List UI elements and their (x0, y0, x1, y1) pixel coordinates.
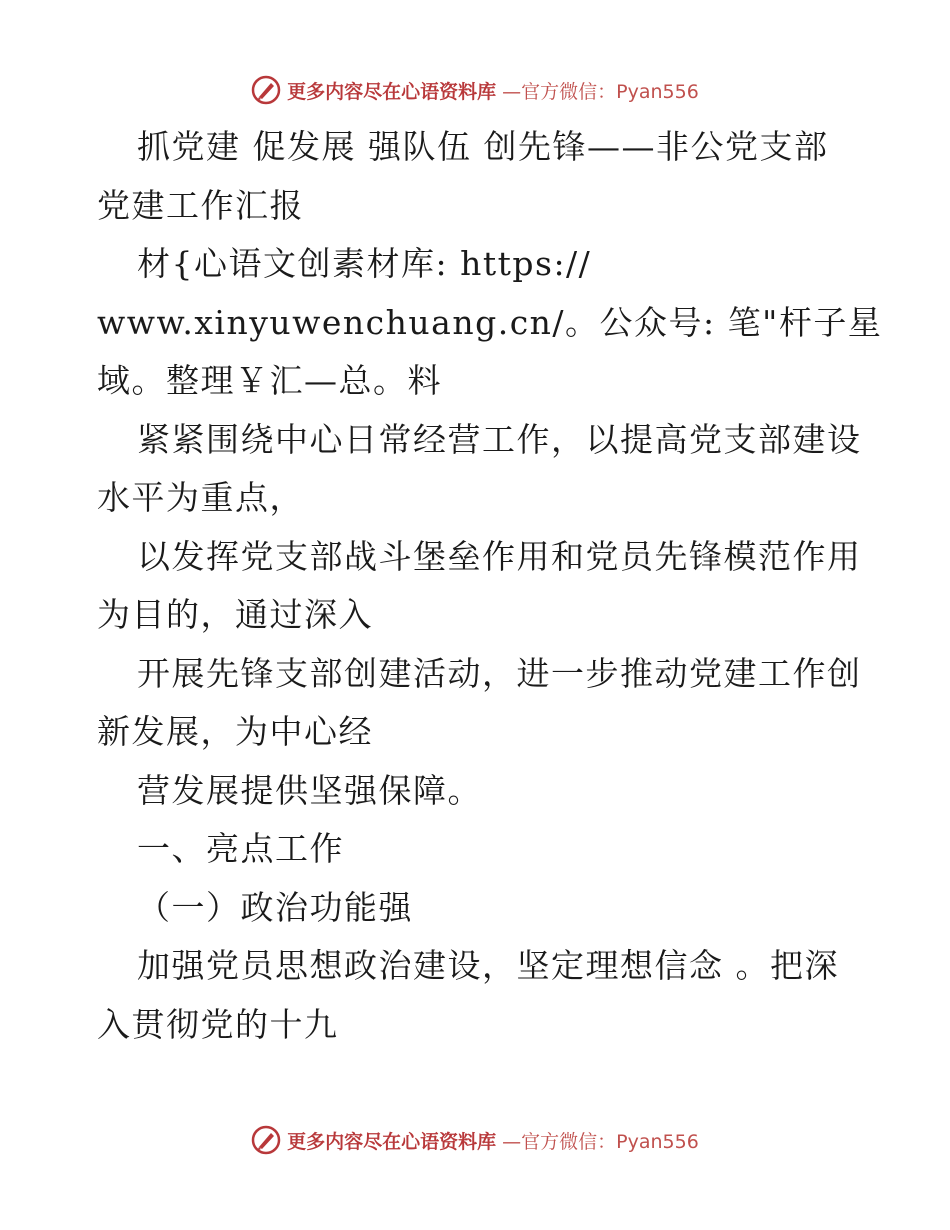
document-line: www.xinyuwenchuang.cn/。公众号: 笔"杆子星 (97, 302, 883, 342)
document-line: 加强党员思想政治建设，坚定理想信念 。把深 (137, 946, 839, 985)
quill-pen-logo-icon (251, 1125, 281, 1155)
document-line: 材{心语文创素材库: https:// (137, 244, 592, 283)
footer-watermark (0, 1120, 950, 1160)
watermark-sub-text: —官方微信：Pyan556 (502, 80, 699, 103)
document-line: 开展先锋支部创建活动，进一步推动党建工作创 (137, 653, 862, 693)
document-line: 为目的，通过深入 (97, 595, 373, 634)
document-line: （一）政治功能强 (137, 887, 413, 927)
document-body (97, 118, 883, 1054)
document-line: 一、亮点工作 (137, 829, 344, 868)
watermark-main-text: 更多内容尽在心语资料库 (287, 1130, 497, 1153)
document-line: 抓党建 促发展 强队伍 创先锋——非公党支部 (137, 127, 829, 166)
document-line: 营发展提供坚强保障。 (137, 770, 482, 810)
watermark-main-text: 更多内容尽在心语资料库 (287, 80, 497, 103)
document-line: 域。整理￥汇—总。料 (97, 361, 442, 400)
document-line: 入贯彻党的十九 (97, 1004, 339, 1044)
watermark-sub-text: —官方微信：Pyan556 (502, 1130, 699, 1153)
document-line: 水平为重点， (97, 478, 304, 517)
document-line: 党建工作汇报 (97, 185, 304, 225)
document-line: 以发挥党支部战斗堡垒作用和党员先锋模范作用 (137, 536, 862, 576)
quill-pen-logo-icon (251, 75, 281, 105)
document-line: 紧紧围绕中心日常经营工作，以提高党支部建设 (137, 419, 862, 459)
header-watermark (0, 70, 950, 110)
document-line: 新发展，为中心经 (97, 712, 373, 751)
